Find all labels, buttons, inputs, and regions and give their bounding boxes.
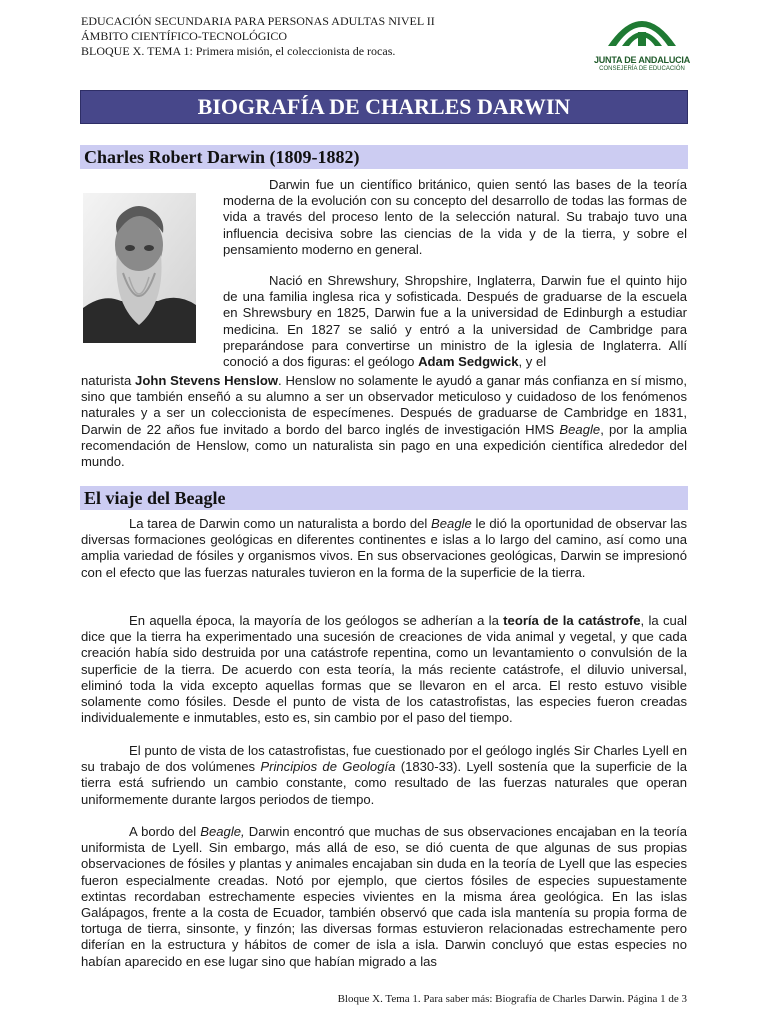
paragraph: A bordo del Beagle, Darwin encontró que muchas de sus observaciones encajaban en la teoría uniformista de Lyell. Sin embargo, más allá de eso, se dió cuenta de que algunas de sus propias observaciones de fósiles y plantas y animales encajaban sin duda en la teoría de Lyell que las especies fueron especialmente creadas. Notó por ejemplo, que ciertos fósiles de especies supuestamente extintas recordaban estrechamente especies vivientes en la misma área geológica. En las islas Galápagos, frente a la costa de Ecuador, también observó que cada isla mantenía su propia forma de tortuga de tierra, sinsonte, y finzón; las diversas formas estuvieron relacionadas estrechamente pero diferían en la estructura y hábitos de comer de isla a isla. Darwin concluyó que estas especies no habían aparecido en ese lugar sino que habían migrado a las bbox=[81, 824, 688, 969]
paragraph: Darwin fue un científico británico, quien sentó las bases de la teoría moderna de la evolución con su concepto del desarrollo de todas las formas de vida a través del proceso lento de la selección natural. Su trabajo tuvo una influencia decisiva sobre las ciencias de la vida y de la tierra, y sobre el pensamiento moderno en general. bbox=[223, 177, 687, 257]
section-heading-bar bbox=[80, 145, 688, 169]
page-footer: Bloque X. Tema 1. Para saber más: Biografía de Charles Darwin. Página 1 de 3 bbox=[337, 993, 687, 1005]
italic-term: Beagle bbox=[559, 421, 601, 437]
paragraph: El punto de vista de los catastrofistas, fue cuestionado por el geólogo inglés Sir Charles Lyell en su trabajo de dos volúmenes Principios de Geología (1830-33). Lyell sostenía que la superficie de la tierra está sufriendo un cambio constante, como resultado de las fuerzas naturales que operan uniformemente durante largos periodos de tiempo. bbox=[81, 743, 687, 807]
bold-term: teoría de la catástrofe bbox=[503, 613, 641, 628]
bold-term: Adam Sedgwick bbox=[418, 354, 519, 370]
header-block: BLOQUE X. TEMA 1: Primera misión, el coleccionista de rocas. bbox=[81, 44, 396, 58]
darwin-portrait bbox=[83, 193, 196, 343]
logo-arches-icon bbox=[602, 2, 682, 52]
paragraph: Nació en Shrewshury, Shropshire, Inglaterra, Darwin fue el quinto hijo de una familia inglesa rica y sofisticada. Después de graduarse de la escuela en Shrewsbury en 1825, Darwin fue a la universidad de Edinburgh a estudiar medicina. En 1827 se salió y entró a la universidad de Cambridge para preparándose para convertirse un ministro de la iglesia de Inglaterra. Allí conoció a dos figuras: el geólogo Adam Sedgwick, y el bbox=[223, 273, 687, 370]
italic-term: Beagle, bbox=[200, 824, 245, 839]
logo-subtitle: CONSEJERÍA DE EDUCACIÓN bbox=[599, 66, 685, 72]
document-header bbox=[81, 14, 435, 59]
paragraph: La tarea de Darwin como un naturalista a bordo del Beagle le dió la oportunidad de observar las diversas formaciones geológicas en diferentes continentes e islas a lo largo del camino, así como una amplia variedad de fósiles y organismos vivos. En sus observaciones geológicas, Darwin se impresionó con el efecto que las fuerzas naturales tuvieron en la forma de la superficie de la tierra. bbox=[81, 516, 687, 580]
section-heading: Charles Robert Darwin (1809-1882) bbox=[84, 147, 360, 167]
logo-name: JUNTA DE ANDALUCIA bbox=[593, 55, 691, 65]
section-heading-bar bbox=[80, 486, 688, 510]
italic-term: Beagle bbox=[431, 516, 472, 531]
junta-de-andalucia-logo bbox=[592, 2, 692, 80]
page-title: BIOGRAFÍA DE CHARLES DARWIN bbox=[197, 94, 571, 119]
italic-term: Principios de Geología bbox=[260, 759, 396, 775]
page-title-bar bbox=[80, 90, 688, 124]
header-level: EDUCACIÓN SECUNDARIA PARA PERSONAS ADULTAS NIVEL II bbox=[81, 14, 435, 28]
bold-term: John Stevens Henslow bbox=[135, 373, 279, 388]
paragraph: En aquella época, la mayoría de los geólogos se adherían a la teoría de la catástrofe, la cual dice que la tierra ha experimentado una sucesión de creaciones de vida animal y vegetal, y que cada creación había sido destruida por una catástrofe repentina, como un levantamiento o convulsión de la superficie de la tierra. De acuerdo con esta teoría, la más reciente catástrofe, el diluvio universal, eliminó toda la vida excepto aquellas formas que se llevaron en el arca. El resto estuvo visible solamente como fósiles. Desde el punto de vista de los catastrofistas, las especies fueron creadas individualemente e inmutables, esto es, sin cambio por el paso del tiempo. bbox=[81, 613, 688, 726]
section-heading: El viaje del Beagle bbox=[84, 488, 226, 508]
paragraph: naturista John Stevens Henslow. Henslow no solamente le ayudó a ganar más confianza en sí mismo, sino que también enseñó a su alumno a ser un observador meticuloso y cuidadoso de los fenómenos naturales y a ser un coleccionista de especímenes. Después de graduarse de Cambridge en 1831, Darwin de 22 años fue invitado a bordo del barco inglés de investigación HMS Beagle, por la amplia recomendación de Henslow, como un naturalista sin pago en una expedición científica alrededor del mundo. bbox=[81, 373, 687, 470]
header-area: ÁMBITO CIENTÍFICO-TECNOLÓGICO bbox=[81, 29, 288, 43]
